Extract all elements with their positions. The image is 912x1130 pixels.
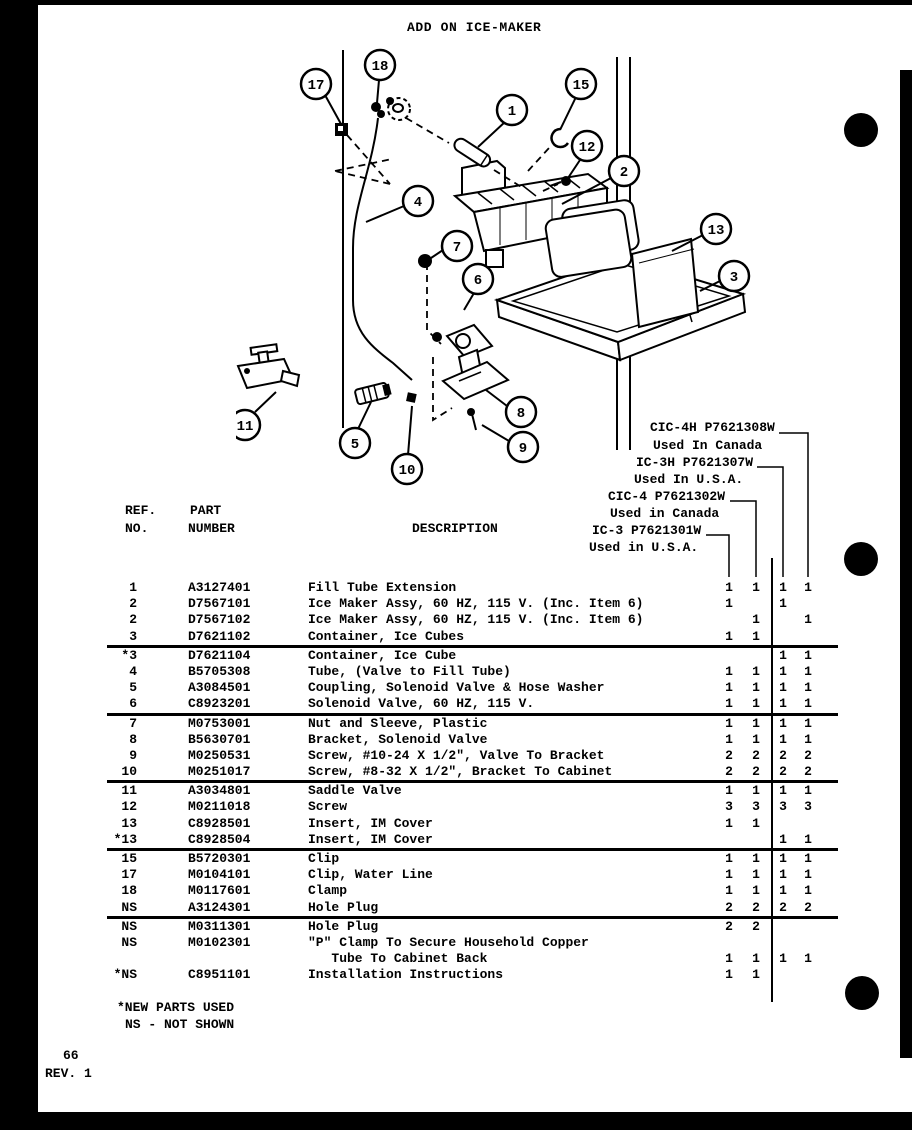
footnote-new-parts: *NEW PARTS USED: [117, 1000, 235, 1015]
scan-edge-top: [0, 0, 912, 5]
part-number: M0753001: [188, 715, 251, 731]
footnote-not-shown: NS - NOT SHOWN: [125, 1017, 235, 1032]
part-number: M0104101: [188, 867, 251, 883]
qty-model-3: 2: [804, 899, 812, 915]
ref-no: 11: [121, 783, 137, 799]
callout-6: [463, 264, 493, 294]
ref-no: 4: [129, 663, 137, 679]
ref-no: 2: [129, 612, 137, 628]
description: Screw, #10-24 X 1/2", Valve To Bracket: [308, 747, 605, 763]
qty-model-2: 1: [779, 831, 787, 847]
qty-model-0: 1: [725, 696, 733, 712]
qty-model-0: 2: [725, 899, 733, 915]
qty-model-0: 1: [725, 663, 733, 679]
qty-model-2: 1: [779, 883, 787, 899]
grommet-detail: [386, 97, 410, 120]
qty-model-2: 1: [779, 715, 787, 731]
scan-edge-bottom: [0, 1112, 912, 1130]
qty-model-3: 1: [804, 731, 812, 747]
qty-model-1: 1: [752, 680, 760, 696]
header-number: NUMBER: [188, 521, 235, 536]
svg-text:9: 9: [518, 441, 528, 457]
qty-model-2: 1: [779, 783, 787, 799]
qty-model-3: 1: [804, 580, 812, 595]
part-number: M0211018: [188, 799, 251, 815]
table-row: [0, 612, 912, 628]
ref-no: NS: [121, 918, 137, 934]
qty-model-2: 1: [779, 731, 787, 747]
svg-text:12: 12: [578, 140, 596, 156]
qty-model-1: 2: [752, 764, 760, 780]
qty-model-2: 1: [779, 680, 787, 696]
part-number: D7567102: [188, 612, 251, 628]
tube-part: [353, 118, 412, 380]
qty-model-1: 1: [752, 580, 760, 595]
qty-model-1: 1: [752, 867, 760, 883]
table-row: [0, 629, 912, 645]
callout-9: [508, 432, 538, 462]
qty-model-3: 1: [804, 883, 812, 899]
table-row: [0, 935, 912, 951]
qty-model-3: 1: [804, 647, 812, 663]
table-row: [0, 696, 912, 712]
qty-model-3: 1: [804, 696, 812, 712]
description: Bracket, Solenoid Valve: [308, 731, 488, 747]
punch-hole-top: [844, 113, 878, 147]
table-row: [0, 900, 912, 916]
table-row: [0, 664, 912, 680]
description: Installation Instructions: [308, 967, 504, 983]
qty-model-0: 1: [725, 815, 733, 831]
description: Container, Ice Cube: [308, 647, 457, 663]
ref-no: 7: [129, 715, 137, 731]
part-number: A3034801: [188, 783, 251, 799]
table-row: [0, 816, 912, 832]
model-usage-cic4h: Used In Canada: [653, 438, 763, 453]
clip15-part: [552, 129, 568, 147]
qty-model-1: 1: [752, 951, 760, 967]
table-row: [0, 799, 912, 815]
svg-text:18: 18: [371, 59, 389, 75]
clip17-part: [335, 123, 348, 136]
ref-no: *13: [113, 831, 137, 847]
ref-no: NS: [121, 934, 137, 950]
qty-model-1: 1: [752, 612, 760, 628]
callout-7: [442, 231, 472, 261]
header-description: DESCRIPTION: [412, 521, 498, 536]
qty-model-1: 3: [752, 799, 760, 815]
callout-2: [609, 156, 639, 186]
qty-model-2: 1: [779, 851, 787, 866]
callout-12: [572, 131, 602, 161]
qty-model-3: 1: [804, 715, 812, 731]
coupling-part: [355, 382, 393, 405]
qty-model-3: 1: [804, 612, 812, 628]
table-row: [0, 680, 912, 696]
description: Clip: [308, 851, 340, 866]
table-row: [0, 580, 912, 596]
qty-model-2: 3: [779, 799, 787, 815]
qty-model-1: 2: [752, 899, 760, 915]
description: Ice Maker Assy, 60 HZ, 115 V. (Inc. Item 6): [308, 612, 644, 628]
qty-model-0: 1: [725, 783, 733, 799]
qty-model-1: 1: [752, 663, 760, 679]
table-row: [0, 951, 912, 967]
description: Insert, IM Cover: [308, 831, 433, 847]
qty-model-2: 2: [779, 764, 787, 780]
qty-model-0: 3: [725, 799, 733, 815]
container-part: [497, 257, 745, 360]
part-number: B5630701: [188, 731, 251, 747]
part-number: B5720301: [188, 851, 251, 866]
part-number: M0117601: [188, 883, 251, 899]
svg-text:5: 5: [350, 437, 360, 453]
description: Solenoid Valve, 60 HZ, 115 V.: [308, 696, 535, 712]
description: Screw, #8-32 X 1/2", Bracket To Cabinet: [308, 764, 613, 780]
callout-15: [566, 69, 596, 99]
callout-10: [392, 454, 422, 484]
ref-no: 2: [129, 596, 137, 612]
qty-model-0: 1: [725, 715, 733, 731]
qty-model-3: 1: [804, 663, 812, 679]
ref-no: NS: [121, 899, 137, 915]
qty-model-1: 1: [752, 883, 760, 899]
model-name-cic4: CIC-4 P7621302W: [608, 489, 726, 504]
part-number: D7621102: [188, 628, 251, 644]
part-number: C8923201: [188, 696, 251, 712]
qty-model-3: 2: [804, 764, 812, 780]
table-row: [0, 883, 912, 899]
model-name-ic3h: IC-3H P7621307W: [636, 455, 754, 470]
qty-model-1: 2: [752, 918, 760, 934]
ref-no: *NS: [113, 967, 137, 983]
ref-no: 10: [121, 764, 137, 780]
table-row: [0, 851, 912, 867]
qty-model-2: 2: [779, 747, 787, 763]
part-number: M0311301: [188, 918, 251, 934]
qty-model-1: 1: [752, 815, 760, 831]
page-title: ADD ON ICE-MAKER: [407, 20, 542, 35]
ref-no: 15: [121, 851, 137, 866]
qty-model-2: 1: [779, 663, 787, 679]
parts-table-rows: [0, 580, 912, 984]
qty-model-0: 2: [725, 918, 733, 934]
qty-model-0: 1: [725, 680, 733, 696]
part-number: M0250531: [188, 747, 251, 763]
svg-text:6: 6: [473, 273, 483, 289]
qty-model-0: 1: [725, 867, 733, 883]
qty-model-3: 1: [804, 867, 812, 883]
ref-no: 12: [121, 799, 137, 815]
qty-model-1: 1: [752, 628, 760, 644]
description: Clip, Water Line: [308, 867, 433, 883]
table-row: [0, 764, 912, 780]
qty-model-1: 1: [752, 967, 760, 983]
qty-model-3: 1: [804, 783, 812, 799]
callout-18: [365, 50, 395, 80]
qty-model-0: 1: [725, 967, 733, 983]
description: Hole Plug: [308, 899, 379, 915]
qty-model-0: 1: [725, 580, 733, 595]
ref-no: 18: [121, 883, 137, 899]
description: Coupling, Solenoid Valve & Hose Washer: [308, 680, 605, 696]
qty-model-1: 2: [752, 747, 760, 763]
description: Ice Maker Assy, 60 HZ, 115 V. (Inc. Item 6): [308, 596, 644, 612]
description: Nut and Sleeve, Plastic: [308, 715, 488, 731]
ref-no: 17: [121, 867, 137, 883]
description: Hole Plug: [308, 918, 379, 934]
description: Screw: [308, 799, 348, 815]
qty-model-0: 1: [725, 628, 733, 644]
qty-model-0: 1: [725, 883, 733, 899]
svg-text:10: 10: [398, 463, 416, 479]
ref-no: *3: [121, 647, 137, 663]
callout-13: [701, 214, 731, 244]
description: Tube To Cabinet Back: [308, 951, 488, 967]
qty-model-0: 2: [725, 764, 733, 780]
qty-model-0: 2: [725, 747, 733, 763]
part-number: C8928501: [188, 815, 251, 831]
qty-model-0: 1: [725, 851, 733, 866]
part-number: A3124301: [188, 899, 251, 915]
header-ref: REF.: [125, 503, 157, 518]
svg-text:8: 8: [516, 406, 526, 422]
qty-model-0: 1: [725, 951, 733, 967]
table-row: [0, 748, 912, 764]
header-no: NO.: [125, 521, 149, 536]
qty-model-1: 1: [752, 715, 760, 731]
ref-no: 13: [121, 815, 137, 831]
table-row: [0, 648, 912, 664]
insert-cover-part: [632, 239, 698, 327]
qty-model-3: 1: [804, 680, 812, 696]
qty-model-2: 1: [779, 596, 787, 612]
page-number: 66: [63, 1048, 79, 1063]
ref-no: 6: [129, 696, 137, 712]
callout-11: [236, 410, 260, 440]
header-part: PART: [190, 503, 222, 518]
qty-model-3: 3: [804, 799, 812, 815]
svg-text:17: 17: [307, 78, 325, 94]
model-usage-cic4: Used in Canada: [610, 506, 720, 521]
part-number: A3084501: [188, 680, 251, 696]
part-number: D7567101: [188, 596, 251, 612]
screw9-part: [467, 408, 476, 430]
qty-model-2: 1: [779, 580, 787, 595]
clamp18-part: [371, 102, 385, 118]
fill-tube-part: [452, 136, 493, 169]
callout-17: [301, 69, 331, 99]
description: Saddle Valve: [308, 783, 402, 799]
qty-model-3: 2: [804, 747, 812, 763]
svg-text:13: 13: [707, 223, 725, 239]
ref-no: 8: [129, 731, 137, 747]
description: Tube, (Valve to Fill Tube): [308, 663, 511, 679]
part-number: D7621104: [188, 647, 251, 663]
table-row: [0, 967, 912, 983]
qty-model-2: 2: [779, 899, 787, 915]
model-usage-ic3h: Used In U.S.A.: [634, 472, 744, 487]
ref-no: 3: [129, 628, 137, 644]
bracket-part: [443, 362, 508, 399]
part-number: C8928504: [188, 831, 251, 847]
part-number: M0102301: [188, 934, 251, 950]
qty-model-1: 1: [752, 696, 760, 712]
svg-text:1: 1: [507, 104, 517, 120]
part-number: C8951101: [188, 967, 251, 983]
qty-model-3: 1: [804, 831, 812, 847]
table-row: [0, 716, 912, 732]
table-row: [0, 596, 912, 612]
callout-4: [403, 186, 433, 216]
qty-model-0: 1: [725, 596, 733, 612]
punch-hole-middle: [844, 542, 878, 576]
model-name-cic4h: CIC-4H P7621308W: [650, 420, 775, 435]
qty-model-2: 1: [779, 951, 787, 967]
svg-text:2: 2: [619, 165, 629, 181]
table-row: [0, 732, 912, 748]
qty-model-2: 1: [779, 647, 787, 663]
part-number: B5705308: [188, 663, 251, 679]
ref-no: 9: [129, 747, 137, 763]
part-number: M0251017: [188, 764, 251, 780]
description: "P" Clamp To Secure Household Copper: [308, 934, 589, 950]
qty-model-0: 1: [725, 731, 733, 747]
saddle-valve-part: [238, 344, 299, 388]
qty-model-2: 1: [779, 696, 787, 712]
exploded-parts-diagram: [236, 44, 836, 580]
ref-no: 1: [129, 580, 137, 595]
qty-model-1: 1: [752, 783, 760, 799]
callout-5: [340, 428, 370, 458]
table-row: [0, 867, 912, 883]
nut-sleeve-part: [418, 254, 432, 268]
svg-text:3: 3: [729, 270, 739, 286]
revision-label: REV. 1: [45, 1066, 92, 1081]
svg-text:15: 15: [572, 78, 590, 94]
qty-model-1: 1: [752, 851, 760, 866]
svg-text:4: 4: [413, 195, 423, 211]
svg-text:11: 11: [236, 419, 254, 435]
ref-no: 5: [129, 680, 137, 696]
description: Fill Tube Extension: [308, 580, 457, 595]
description: Clamp: [308, 883, 348, 899]
svg-text:7: 7: [452, 240, 462, 256]
qty-model-2: 1: [779, 867, 787, 883]
callout-1: [497, 95, 527, 125]
qty-model-3: 1: [804, 851, 812, 866]
screw10-part: [406, 392, 417, 403]
part-number: A3127401: [188, 580, 251, 595]
callout-3: [719, 261, 749, 291]
callout-8: [506, 397, 536, 427]
description: Container, Ice Cubes: [308, 628, 465, 644]
model-usage-ic3: Used in U.S.A.: [589, 540, 699, 555]
qty-model-1: 1: [752, 731, 760, 747]
qty-model-3: 1: [804, 951, 812, 967]
model-name-ic3: IC-3 P7621301W: [592, 523, 702, 538]
table-row: [0, 919, 912, 935]
description: Insert, IM Cover: [308, 815, 433, 831]
table-row: [0, 783, 912, 799]
table-row: [0, 832, 912, 848]
